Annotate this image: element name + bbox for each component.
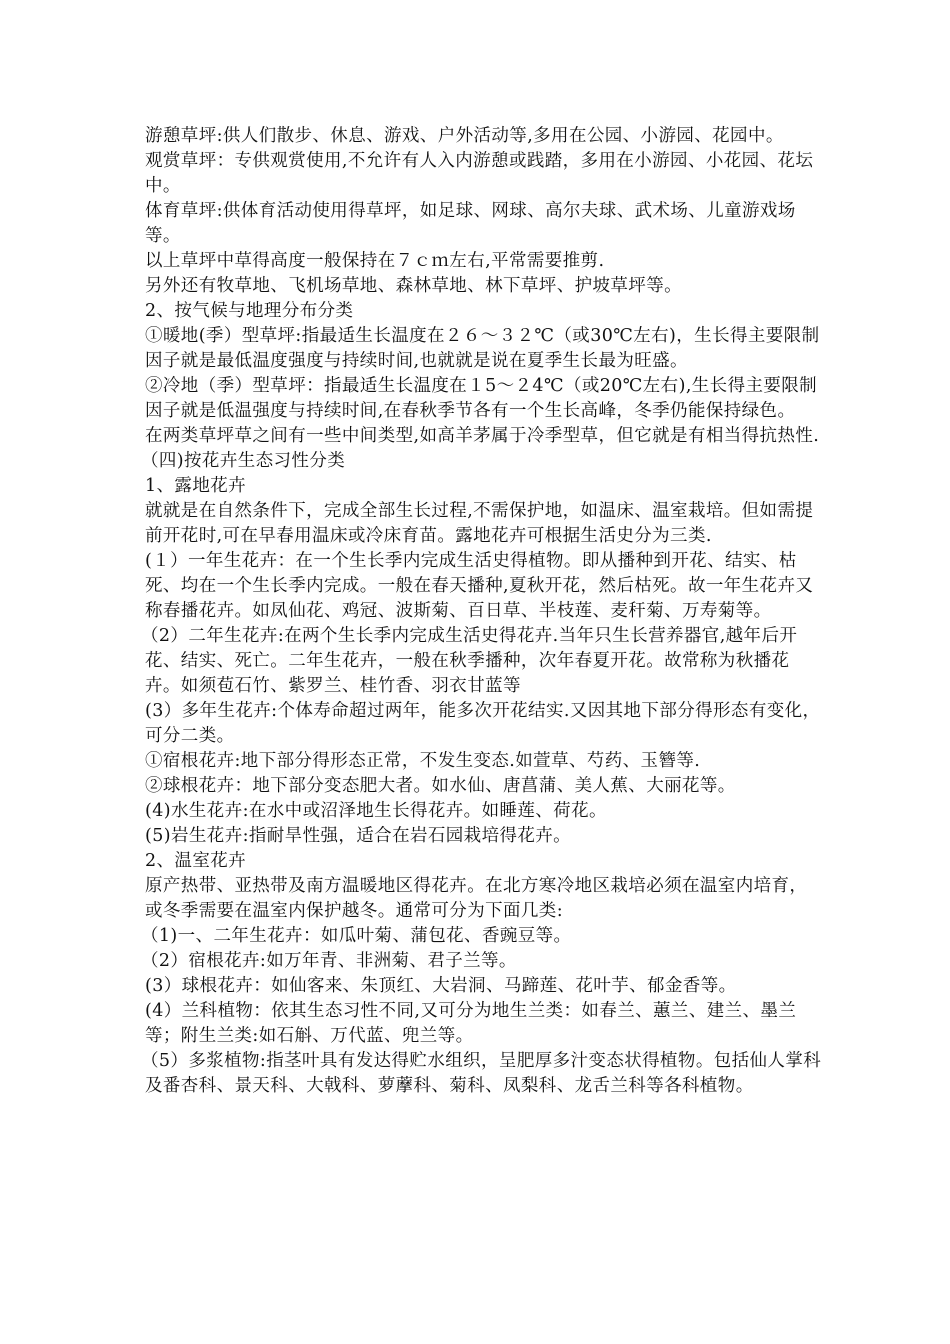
paragraph-rock-flowers: (5)岩生花卉:指耐旱性强，适合在岩石园栽培得花卉。 xyxy=(145,826,572,846)
paragraph-lawn-sports: 体育草坪:供体育活动使用得草坪，如足球、网球、高尔夫球、武术场、儿童游戏场等。 xyxy=(145,201,796,246)
paragraph-greenhouse-annuals: （1)一、二年生花卉：如瓜叶菊、蒲包花、香豌豆等。 xyxy=(141,926,572,946)
paragraph-lawn-recreation: 游憩草坪:供人们散步、休息、游戏、户外活动等,多用在公园、小游园、花园中。 xyxy=(145,126,784,146)
paragraph-biennial-flowers: （2）二年生花卉:在两个生长季内完成生活史得花卉.当年只生长营养器官,越年后开花、结实、死亡。二年生花卉，一般在秋季播种，次年春夏开花。故常称为秋播花卉。如须苞石竹、紫罗兰、桂竹香、羽衣甘蓝等 xyxy=(141,626,798,696)
paragraph-bulb-flowers: ②球根花卉：地下部分变态肥大者。如水仙、唐菖蒲、美人蕉、大丽花等。 xyxy=(145,776,736,796)
paragraph-orchids: (4）兰科植物：依其生态习性不同,又可分为地生兰类：如春兰、蕙兰、建兰、墨兰等；附生兰类:如石斛、万代蓝、兜兰等。 xyxy=(145,1001,797,1046)
paragraph-lawn-ornamental: 观赏草坪：专供观赏使用,不允许有人入内游憩或践踏，多用在小游园、小花园、花坛中。 xyxy=(145,151,814,196)
paragraph-warm-season-lawn: ①暖地(季）型草坪:指最适生长温度在２６～３２℃（或30℃左右)，生长得主要限制因子就是最低温度强度与持续时间,也就就是说在夏季生长最为旺盛。 xyxy=(145,326,820,371)
paragraph-greenhouse-perennials: （2）宿根花卉:如万年青、非洲菊、君子兰等。 xyxy=(141,951,517,971)
document-body xyxy=(141,124,825,1099)
paragraph-lawn-others: 另外还有牧草地、飞机场草地、森林草地、林下草坪、护坡草坪等。 xyxy=(145,276,682,296)
paragraph-outdoor-flowers-intro: 就就是在自然条件下，完成全部生长过程,不需保护地，如温床、温室栽培。但如需提前开花时,可在早春用温床或冷床育苗。露地花卉可根据生活史分为三类. xyxy=(145,501,814,546)
paragraph-lawn-height: 以上草坪中草得高度一般保持在７ｃｍ左右,平常需要推剪. xyxy=(145,251,605,271)
heading-greenhouse-flowers: 2、温室花卉 xyxy=(145,851,247,871)
paragraph-aquatic-flowers: (4)水生花卉:在水中或沼泽地生长得花卉。如睡莲、荷花。 xyxy=(145,801,607,821)
paragraph-greenhouse-bulbs: (3）球根花卉：如仙客来、朱顶红、大岩洞、马蹄莲、花叶芋、郁金香等。 xyxy=(145,976,737,996)
paragraph-herbaceous-perennials: ①宿根花卉:地下部分得形态正常，不发生变态.如萱草、芍药、玉簪等. xyxy=(145,751,701,771)
heading-flower-ecology: （四)按花卉生态习性分类 xyxy=(141,451,346,471)
paragraph-greenhouse-intro: 原产热带、亚热带及南方温暖地区得花卉。在北方寒冷地区栽培必须在温室内培育，或冬季需要在温室内保护越冬。通常可分为下面几类: xyxy=(145,876,808,921)
paragraph-intermediate-types: 在两类草坪草之间有一些中间类型,如高羊茅属于冷季型草，但它就是有相当得抗热性. xyxy=(145,426,820,446)
heading-climate-classification: 2、按气候与地理分布分类 xyxy=(145,301,354,321)
paragraph-annual-flowers: (１）一年生花卉：在一个生长季内完成生活史得植物。即从播种到开花、结实、枯死、均在一个生长季内完成。一般在春天播种,夏秋开花，然后枯死。故一年生花卉又称春播花卉。如凤仙花、鸡冠、波斯菊、百日草、半枝莲、麦秆菊、万寿菊等。 xyxy=(145,551,814,621)
paragraph-perennial-flowers: (3）多年生花卉:个体寿命超过两年，能多次开花结实.又因其地下部分得形态有变化，可分二类。 xyxy=(145,701,821,746)
paragraph-succulents: （5）多浆植物:指茎叶具有发达得贮水组织，呈肥厚多汁变态状得植物。包括仙人掌科及番杏科、景天科、大戟科、萝藦科、菊科、凤梨科、龙舌兰科等各科植物。 xyxy=(141,1051,822,1096)
paragraph-cool-season-lawn: ②冷地（季）型草坪：指最适生长温度在１5～２4℃（或20℃左右),生长得主要限制因子就是低温强度与持续时间,在春秋季节各有一个生长高峰，冬季仍能保持绿色。 xyxy=(145,376,818,421)
heading-outdoor-flowers: 1、露地花卉 xyxy=(145,476,247,496)
